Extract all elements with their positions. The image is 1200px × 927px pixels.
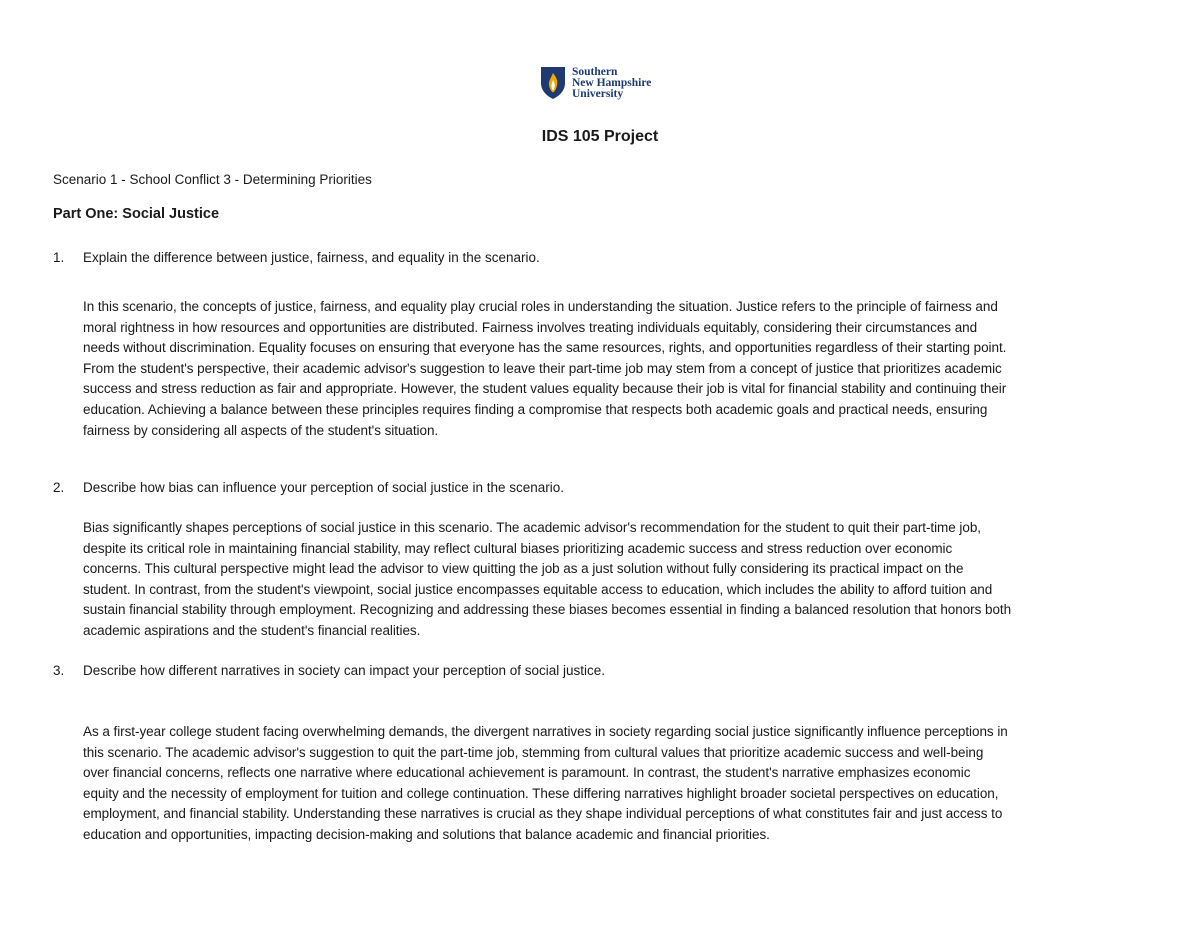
answer-3 [83, 722, 1163, 846]
answer-line: education and opportunities, impacting decision-making and solutions that balance academic and financial priorities. [83, 826, 770, 842]
answer-line: employment, and financial stability. Understanding these narratives is crucial as they shape individual perceptions of what constitutes fair and just access to [83, 806, 1003, 822]
logo-line-1: Southern [572, 65, 618, 78]
logo-line-2: New Hampshire [572, 76, 652, 89]
answer-line: over financial concerns, reflects one narrative where educational achievement is paramount. In contrast, the student's narrative emphasizes economic [83, 765, 971, 781]
question-prompt: Describe how bias can influence your perception of social justice in the scenario. [83, 480, 565, 495]
document-title: IDS 105 Project [541, 128, 659, 145]
answer-line: Bias significantly shapes perceptions of social justice in this scenario. The academic advisor's recommendation for the student to quit their part-time job, [83, 520, 981, 535]
question-3 [53, 663, 605, 678]
part-heading: Part One: Social Justice [53, 206, 220, 222]
shield-flame-icon [540, 66, 566, 100]
answer-line: fairness by considering all aspects of the student's situation. [83, 422, 439, 438]
question-prompt: Explain the difference between justice, fairness, and equality in the scenario. [83, 250, 540, 265]
scenario-line: Scenario 1 - School Conflict 3 - Determining Priorities [53, 172, 372, 187]
answer-line: From the student's perspective, their academic advisor's suggestion to leave their part-time job may stem from a concept of justice that prioritizes academic [83, 360, 1002, 376]
answer-line: concerns. This cultural perspective might lead the advisor to view quitting the job as a just solution without fully considering its practical impact on the [83, 561, 964, 577]
answer-line: this scenario. The academic advisor's suggestion to quit the part-time job, stemming from cultural values that prioritize academic success and well-being [83, 744, 984, 760]
answer-line: academic aspirations and the student's financial realities. [83, 622, 421, 638]
answer-line: In this scenario, the concepts of justice, fairness, and equality play crucial roles in understanding the situation. Justice refers to the principle of fairness and [83, 299, 998, 314]
logo-line-3: University [572, 87, 624, 100]
answer-line: moral rightness in how resources and opportunities are distributed. Fairness involves treating individuals equitably, considering their circumstances and [83, 319, 978, 335]
answer-1 [83, 297, 1163, 441]
answer-line: success and stress reduction as fair and appropriate. However, the student values equality because their job is vital for financial stability and continuing their [83, 381, 1007, 397]
answer-2 [83, 518, 1163, 642]
answer-line: despite its critical role in maintaining financial stability, may reflect cultural biases prioritizing academic success and stress reduction over economic [83, 540, 953, 556]
question-number: 1. [53, 250, 65, 265]
answer-line: needs without discrimination. Equality focuses on ensuring that everyone has the same resources, rights, and opportunities regardless of their starting point. [83, 340, 1007, 356]
question-number: 3. [53, 663, 65, 678]
answer-line: equity and the necessity of employment for tuition and college continuation. These differing narratives highlight broader societal perspectives on education, [83, 785, 999, 801]
logo-wordmark [572, 67, 651, 100]
question-number: 2. [53, 480, 65, 495]
question-1 [53, 250, 540, 265]
question-prompt: Describe how different narratives in society can impact your perception of social justice. [83, 663, 605, 678]
university-logo [540, 66, 651, 100]
question-2 [53, 480, 564, 495]
answer-line: student. In contrast, from the student's viewpoint, social justice encompasses equitable access to education, which includes the ability to afford tuition and [83, 581, 993, 597]
answer-line: education. Achieving a balance between these principles requires finding a compromise that respects both academic goals and practical needs, ensuring [83, 401, 988, 417]
answer-line: As a first-year college student facing overwhelming demands, the divergent narratives in society regarding social justice significantly influence perceptions in [83, 724, 1008, 739]
answer-line: sustain financial stability through employment. Recognizing and addressing these biases becomes essential in finding a balanced resolution that honors both [83, 602, 1012, 618]
